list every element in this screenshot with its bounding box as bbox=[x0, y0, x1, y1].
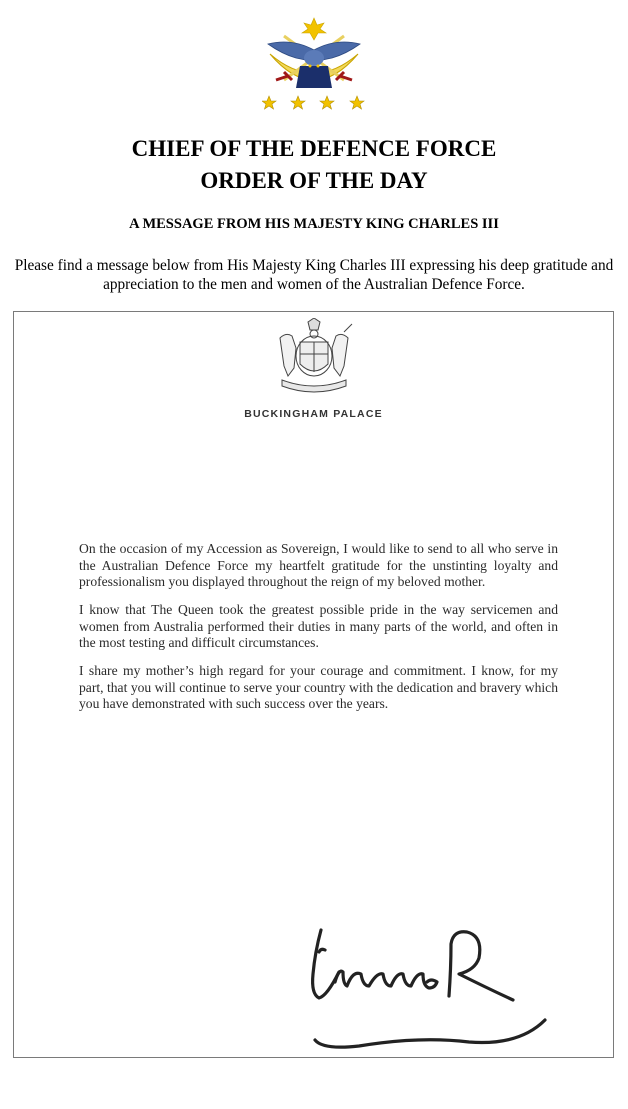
message-heading: A MESSAGE FROM HIS MAJESTY KING CHARLES III bbox=[129, 216, 499, 232]
document-title: CHIEF OF THE DEFENCE FORCE bbox=[131, 136, 497, 161]
royal-letter bbox=[13, 311, 614, 1058]
royal-coat-of-arms-icon bbox=[272, 318, 356, 394]
adf-emblem-icon bbox=[262, 14, 366, 114]
intro-paragraph: Please find a message below from His Majesty King Charles III expressing his deep gratitude and appreciation to the men and women of the Australian Defence Force. bbox=[14, 257, 614, 293]
letterhead-buckingham-palace: BUCKINGHAM PALACE bbox=[244, 408, 383, 420]
letter-paragraph: I share my mother’s high regard for your courage and commitment. I know, for my part, that you will continue to serve your country with the dedication and bravery which you have demonstrated with such success over the years. bbox=[79, 663, 558, 711]
signature-charles-r bbox=[299, 912, 559, 1057]
letter-paragraph: I know that The Queen took the greatest possible pride in the way servicemen and women from Australia performed their duties in many parts of the world, and often in the most testing and difficult circumstances. bbox=[79, 602, 558, 650]
document-subtitle-order: ORDER OF THE DAY bbox=[200, 168, 428, 193]
letter-paragraph: On the occasion of my Accession as Sovereign, I would like to send to all who serve in the Australian Defence Force my heartfelt gratitude for the unstinting loyalty and professionalism you displayed throughout the reign of my beloved mother. bbox=[79, 541, 558, 589]
